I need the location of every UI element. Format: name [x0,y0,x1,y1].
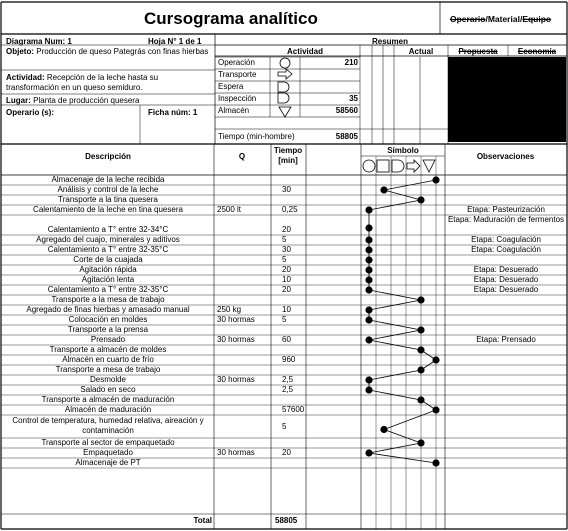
row-observaciones: Etapa: Coagulación [471,235,541,244]
flow-dot [417,346,424,353]
row-descripcion: Transporte a la mesa de trabajo [51,295,165,304]
row-descripcion: Control de temperatura, humedad relativa, aireación y contaminación [12,416,204,435]
row-descripcion: Empaquetado [83,448,133,457]
row-tiempo: 960 [282,355,296,364]
row-descripcion: Colocación en moldes [68,315,148,324]
flow-dot [417,296,424,303]
transport-icon [407,160,420,172]
row-descripcion: Prensado [90,335,126,344]
row-descripcion: Desmolde [89,375,126,384]
row-tiempo: 2,5 [282,385,294,394]
row-descripcion: Agregado de finas hierbas y amasado manual [26,305,190,314]
row-descripcion: Transporte a mesa de trabajo [55,365,161,374]
row-descripcion: Transporte a la prensa [67,325,149,334]
lugar-value: Planta de producción quesera [33,96,140,105]
resumen-label: Transporte [218,70,257,79]
resumen-label: Almacén [218,106,250,115]
tiempo-label: Tiempo (min-hombre) [218,132,295,141]
total-value: 58805 [275,516,298,525]
row-descripcion: Agitación lenta [81,275,135,284]
wait-icon [392,160,404,172]
flow-dot [365,386,372,393]
row-q: 2500 lt [217,205,242,214]
scope-selector [450,14,551,24]
row-tiempo: 60 [282,335,291,344]
flow-dot [432,406,439,413]
objeto-value: Producción de queso Pategrás con finas hierbas [36,47,209,56]
diagrama-label: Diagrama Num: 1 [6,37,72,46]
tiempo-value: 58805 [335,132,358,141]
row-tiempo: 0,25 [282,205,298,214]
row-tiempo: 20 [282,448,291,457]
flow-dot [365,286,372,293]
flow-dot [417,196,424,203]
resumen-value: 35 [349,94,358,103]
row-q: 30 hormas [217,375,255,384]
row-tiempo: 5 [282,315,287,324]
flow-dot [365,316,372,323]
inspection-icon [377,160,389,172]
actividad-value: Recepción de la leche hasta su transformación en un queso semiduro. [6,73,159,92]
hoja-label: Hoja N° 1 de 1 [148,37,202,46]
total-label: Total [193,516,212,525]
row-observaciones: Etapa: Desuerado [473,275,539,284]
row-tiempo: 10 [282,275,291,284]
wait-icon [278,93,289,103]
operation-icon [280,58,290,68]
row-descripcion: Transporte a almacén de maduración [41,395,175,404]
objeto-field [6,47,211,57]
resumen-value: 210 [344,58,358,67]
lugar-label: Lugar: [6,96,31,105]
row-descripcion: Calentamiento a T° entre 32-34°C [47,225,169,234]
storage-icon [279,107,291,117]
col-simbolo: Símbolo [387,146,419,155]
row-observaciones: Etapa: Coagulación [471,245,541,254]
row-tiempo: 10 [282,305,291,314]
flow-dot [365,306,372,313]
row-descripcion: Almacenaje de PT [75,458,141,467]
objeto-label: Objeto: [6,47,34,56]
row-descripcion: Almacén en cuarto de frío [62,355,154,364]
flow-dot [417,366,424,373]
flow-dot [365,266,372,273]
row-observaciones: Etapa: Pasteurización [467,205,545,214]
col-q: Q [238,152,246,161]
flow-dot [380,186,387,193]
row-descripcion: Almacenaje de la leche recibida [51,175,165,184]
page-title: Cursograma analítico [144,9,318,28]
row-observaciones: Etapa: Prensado [476,335,536,344]
propuesta-header: Propuesta [458,47,498,56]
flow-dot [432,356,439,363]
flow-line [384,410,436,430]
flow-dot [365,224,372,231]
scope-equipo: Equipo [522,14,552,24]
col-tiempo: Tiempo [min] [273,146,303,165]
row-tiempo: 5 [282,422,287,431]
row-descripcion: Agregado del cuajo, minerales y aditivos [36,235,180,244]
ficha-label: Ficha núm: 1 [148,108,198,117]
row-descripcion: Salado en seco [80,385,136,394]
wait-icon [278,82,289,92]
operario-label: Operario (s): [6,108,55,117]
flow-dot [432,459,439,466]
flow-dot [417,439,424,446]
row-observaciones: Etapa: Desuerado [473,265,539,274]
col-descripcion: Descripción [85,152,131,161]
flow-dot [365,206,372,213]
row-descripcion: Calentamiento a T° entre 32-35°C [47,285,169,294]
row-q: 30 hormas [217,448,255,457]
actividad-header: Actividad [286,47,323,56]
flow-dot [365,449,372,456]
scope-separator: / [519,14,523,24]
flow-dot [417,326,424,333]
flow-line [384,430,421,444]
lugar-field [6,96,139,106]
flow-dot [365,336,372,343]
scope-operario: Operario [450,14,486,24]
resumen-label: Espera [218,82,244,91]
row-descripcion: Análisis y control de la leche [57,185,159,194]
propuesta-economia-filled [448,57,566,142]
row-q: 250 kg [217,305,242,314]
row-tiempo: 2,5 [282,375,294,384]
col-observaciones: Observaciones [476,152,535,161]
row-q: 30 hormas [217,335,255,344]
row-descripcion: Calentamiento a T° entre 32-35°C [47,245,169,254]
row-tiempo: 5 [282,255,287,264]
row-observaciones: Etapa: Maduración de fermentos [447,215,565,224]
flow-dot [365,376,372,383]
row-descripcion: Corte de la cuajada [73,255,143,264]
row-tiempo: 57600 [282,405,305,414]
row-descripcion: Agitación rápida [79,265,137,274]
row-descripcion: Transporte al sector de empaquetado [41,438,175,447]
flow-dot [432,176,439,183]
resumen-value: 58560 [335,106,358,115]
row-tiempo: 5 [282,235,287,244]
row-tiempo: 20 [282,285,291,294]
resumen-label: Operación [218,58,255,67]
economia-header: Economía [517,47,557,56]
flow-dot [380,426,387,433]
flow-dot [417,396,424,403]
row-tiempo: 20 [282,265,291,274]
scope-separator: / [485,14,488,24]
row-descripcion: Calentamiento de la leche en tina quesera [33,205,183,214]
operation-icon [363,160,375,172]
resumen-title: Resumen [371,37,408,46]
row-tiempo: 30 [282,245,291,254]
scope-material: Material [487,14,520,24]
flow-dot [365,246,372,253]
row-descripcion: Transporte a almacén de moldes [49,345,167,354]
transport-icon [278,69,292,79]
row-q: 30 hormas [217,315,255,324]
flow-dot [365,236,372,243]
storage-icon [423,160,435,172]
actividad-field [6,73,211,93]
row-descripcion: Almacén de maduración [64,405,152,414]
flow-dot [365,276,372,283]
flow-dot [365,256,372,263]
actual-header: Actual [408,47,434,56]
row-tiempo: 20 [282,225,291,234]
actividad-label: Actividad: [6,73,45,82]
row-observaciones: Etapa: Desuerado [473,285,539,294]
row-tiempo: 30 [282,185,291,194]
row-descripcion: Transporte a la tina quesera [58,195,158,204]
resumen-label: Inspección [218,94,257,103]
